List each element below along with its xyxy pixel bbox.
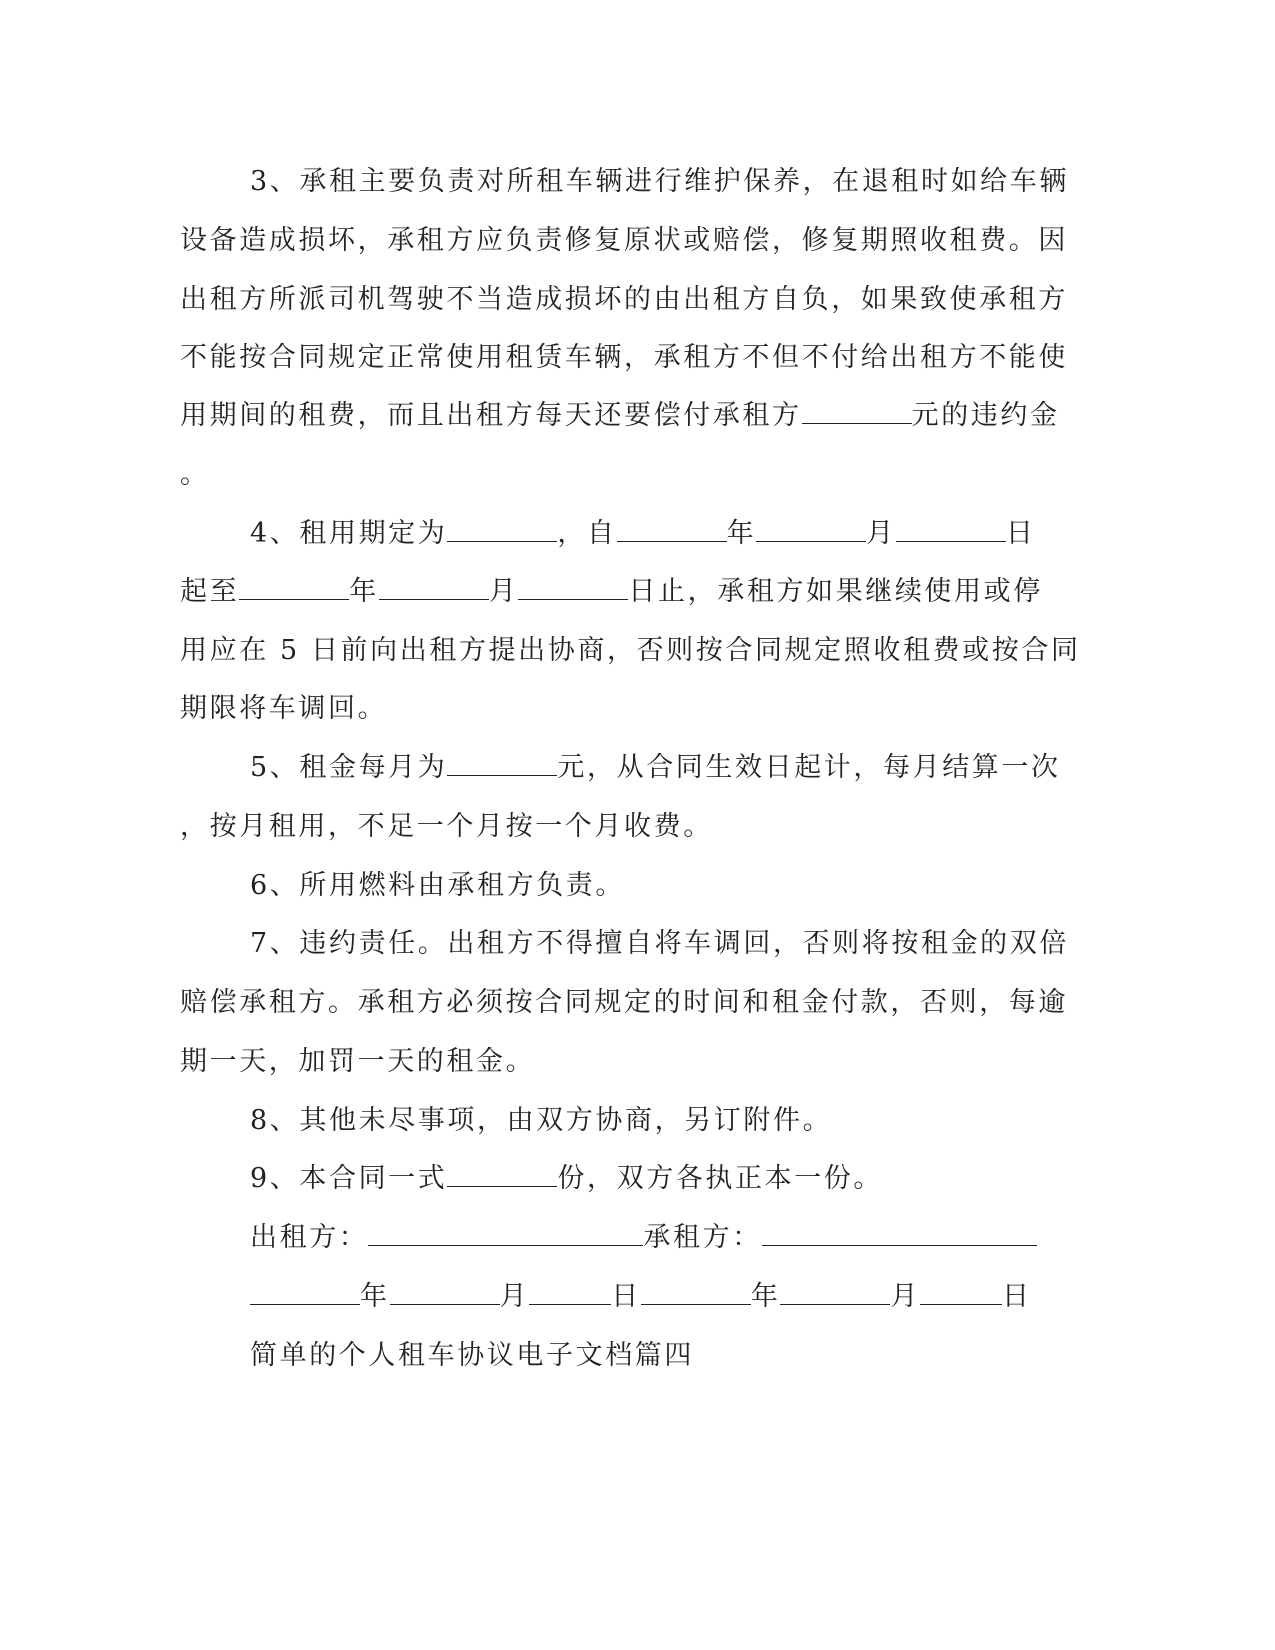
clause7-line2: 赔偿承租方。承租方必须按合同规定的时间和租金付款，否则，每逾 [180, 987, 1068, 1018]
clause6: 6、所用燃料由承租方负责。 [250, 870, 625, 901]
clause7-line3: 期一天，加罚一天的租金。 [180, 1046, 536, 1077]
lessee-year-blank[interactable] [641, 1280, 751, 1305]
clause3-line6: 。 [180, 459, 210, 490]
copies-count-blank[interactable] [447, 1162, 557, 1187]
end-year-blank[interactable] [239, 575, 349, 600]
clause3-line3: 出租方所派司机驾驶不当造成损坏的由出租方自负，如果致使承租方 [180, 284, 1068, 315]
clause4-line4: 期限将车调回。 [180, 693, 388, 724]
clause4-line1: 4、租用期定为 ，自 年 月 日 [250, 518, 1036, 549]
clause3-line5: 用期间的租费，而且出租方每天还要偿付承租方 元的违约金 [180, 400, 1060, 431]
lease-term-blank[interactable] [447, 517, 557, 542]
clause7-line1: 7、违约责任。出租方不得擅自将车调回，否则将按租金的双倍 [250, 928, 1069, 959]
lessor-signature-blank[interactable] [368, 1221, 643, 1246]
start-year-blank[interactable] [617, 517, 727, 542]
lessor-day-blank[interactable] [529, 1280, 611, 1305]
clause3-line4: 不能按合同规定正常使用租赁车辆，承租方不但不付给出租方不能使 [180, 342, 1068, 373]
next-section-heading: 简单的个人租车协议电子文档篇四 [250, 1340, 694, 1371]
signature-line [250, 1221, 1037, 1255]
end-month-blank[interactable] [379, 575, 489, 600]
clause3-line2: 设备造成损坏，承租方应负责修复原状或赔偿，修复期照收租费。因 [180, 225, 1068, 256]
lessor-label: 出租方： [250, 1222, 369, 1253]
lessee-signature-blank[interactable] [762, 1221, 1037, 1246]
clause4-line2: 起至 年 月 日止，承租方如果继续使用或停 [180, 576, 1043, 607]
lessee-month-blank[interactable] [780, 1280, 890, 1305]
clause9: 9、本合同一式 份，双方各执正本一份。 [250, 1163, 883, 1194]
clause8: 8、其他未尽事项，由双方协商，另订附件。 [250, 1105, 833, 1136]
clause4-line3: 用应在 5 日前向出租方提出协商，否则按合同规定照收租费或按合同 [180, 635, 1081, 666]
penalty-amount-blank[interactable] [802, 399, 912, 424]
clause5-line1: 5、租金每月为 元，从合同生效日起计，每月结算一次 [250, 752, 1061, 783]
clause5-line2: ，按月租用，不足一个月按一个月收费。 [180, 811, 713, 842]
lessee-day-blank[interactable] [920, 1280, 1002, 1305]
signature-date-line: 年 月 日 年 月 日 [250, 1280, 1032, 1314]
start-day-blank[interactable] [896, 517, 1006, 542]
monthly-rent-blank[interactable] [447, 751, 557, 776]
lessor-year-blank[interactable] [250, 1280, 360, 1305]
start-month-blank[interactable] [756, 517, 866, 542]
lessee-label: 承租方： [643, 1222, 762, 1253]
end-day-blank[interactable] [518, 575, 628, 600]
lessor-month-blank[interactable] [390, 1280, 500, 1305]
clause3-line1: 3、承租主要负责对所租车辆进行维护保养，在退租时如给车辆 [250, 166, 1069, 197]
